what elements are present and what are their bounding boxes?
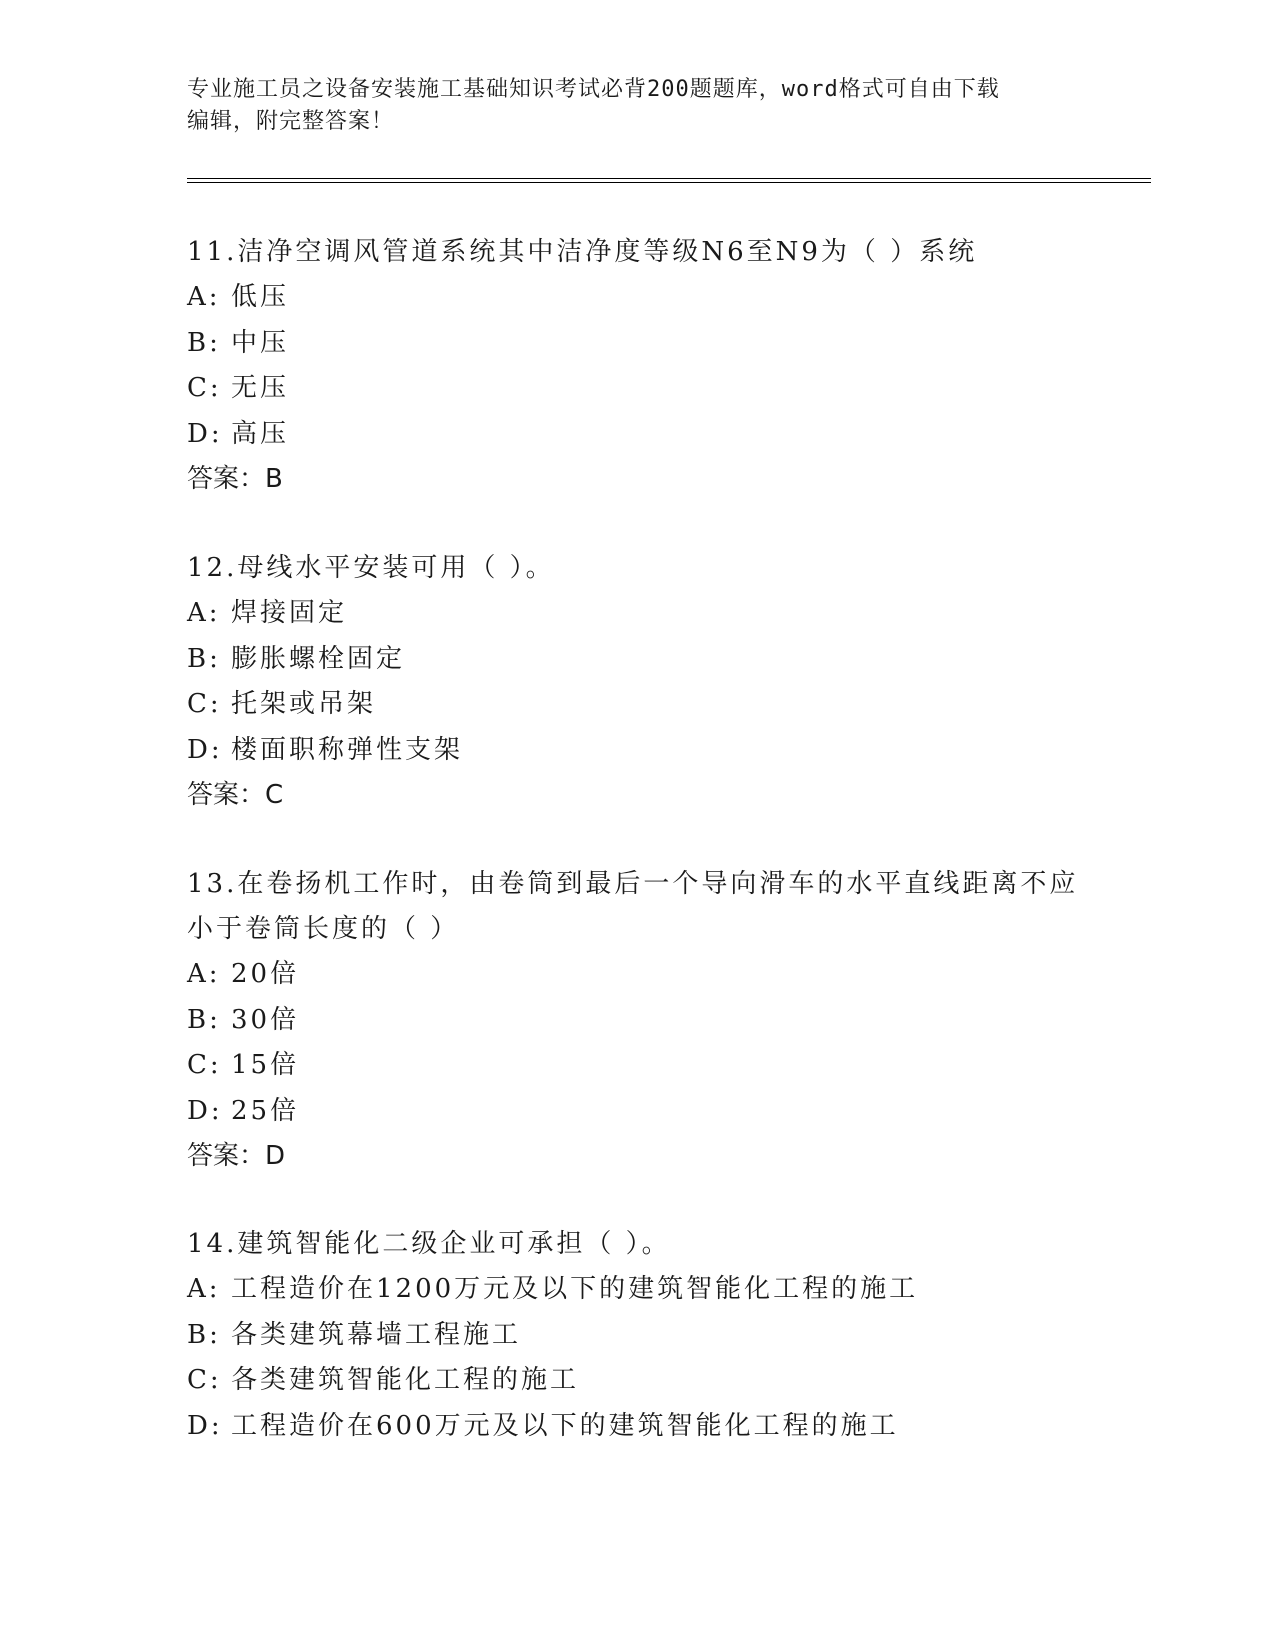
option-key: C: bbox=[187, 373, 222, 403]
option-key: D: bbox=[187, 1095, 223, 1126]
question-text-line-1: 13.在卷扬机工作时，由卷筒到最后一个导向滑车的水平直线距离不应 bbox=[187, 869, 1079, 899]
option-text: 中压 bbox=[231, 327, 290, 358]
answer: 答案：C bbox=[187, 780, 284, 810]
option-key: C: bbox=[187, 1365, 222, 1395]
option-key: B: bbox=[187, 643, 221, 674]
option-text: 30倍 bbox=[231, 1004, 300, 1035]
option-text: 托架或吊架 bbox=[231, 689, 377, 719]
header-line-2: 编辑，附完整答案！ bbox=[187, 109, 395, 134]
question-12 bbox=[187, 546, 1087, 818]
option-key: A: bbox=[187, 1274, 221, 1304]
option-text: 各类建筑智能化工程的施工 bbox=[231, 1365, 580, 1395]
option-text: 工程造价在1200万元及以下的建筑智能化工程的施工 bbox=[231, 1274, 919, 1304]
question-text: 12.母线水平安装可用（ ）。 bbox=[187, 553, 555, 583]
option-a bbox=[187, 591, 1087, 637]
option-d bbox=[187, 412, 1087, 458]
option-key: C: bbox=[187, 689, 222, 719]
option-key: D: bbox=[187, 418, 223, 449]
option-text: 20倍 bbox=[231, 959, 300, 989]
option-d bbox=[187, 728, 1087, 774]
option-text: 低压 bbox=[231, 282, 290, 312]
question-text: 14.建筑智能化二级企业可承担（ ）。 bbox=[187, 1229, 671, 1259]
option-key: A: bbox=[187, 959, 221, 989]
option-text: 25倍 bbox=[231, 1095, 300, 1126]
option-c bbox=[187, 682, 1087, 728]
question-text: 11.洁净空调风管道系统其中洁净度等级N6至N9为（ ）系统 bbox=[187, 237, 978, 267]
document-header bbox=[187, 74, 1067, 138]
option-b bbox=[187, 1313, 1087, 1359]
option-key: B: bbox=[187, 1319, 221, 1350]
option-text: 楼面职称弹性支架 bbox=[231, 734, 464, 765]
header-rule-top bbox=[187, 178, 1151, 179]
option-key: D: bbox=[187, 1410, 223, 1441]
option-a bbox=[187, 275, 1087, 321]
header-line-1: 专业施工员之设备安装施工基础知识考试必背200题题库，word格式可自由下载 bbox=[187, 77, 1000, 102]
question-14 bbox=[187, 1222, 1087, 1449]
header-rule-bottom bbox=[187, 182, 1151, 183]
answer: 答案：D bbox=[187, 1141, 286, 1171]
option-text: 无压 bbox=[231, 373, 290, 403]
option-key: D: bbox=[187, 734, 223, 765]
option-text: 15倍 bbox=[231, 1050, 300, 1080]
option-d bbox=[187, 1089, 1087, 1135]
option-key: B: bbox=[187, 327, 221, 358]
option-c bbox=[187, 366, 1087, 412]
option-b bbox=[187, 998, 1087, 1044]
option-b bbox=[187, 637, 1087, 683]
question-11 bbox=[187, 230, 1087, 502]
option-a bbox=[187, 1267, 1087, 1313]
question-13 bbox=[187, 862, 1087, 1179]
option-key: B: bbox=[187, 1004, 221, 1035]
option-key: A: bbox=[187, 282, 221, 312]
option-text: 膨胀螺栓固定 bbox=[231, 643, 406, 674]
option-key: A: bbox=[187, 598, 221, 628]
option-key: C: bbox=[187, 1050, 222, 1080]
option-text: 焊接固定 bbox=[231, 598, 348, 628]
option-text: 工程造价在600万元及以下的建筑智能化工程的施工 bbox=[231, 1410, 899, 1441]
option-text: 高压 bbox=[231, 418, 290, 449]
option-c bbox=[187, 1358, 1087, 1404]
option-a bbox=[187, 952, 1087, 998]
option-c bbox=[187, 1043, 1087, 1089]
option-d bbox=[187, 1404, 1087, 1450]
question-text-line-2: 小于卷筒长度的（ ） bbox=[187, 914, 460, 944]
answer: 答案：B bbox=[187, 464, 283, 494]
option-text: 各类建筑幕墙工程施工 bbox=[231, 1319, 522, 1350]
option-b bbox=[187, 321, 1087, 367]
